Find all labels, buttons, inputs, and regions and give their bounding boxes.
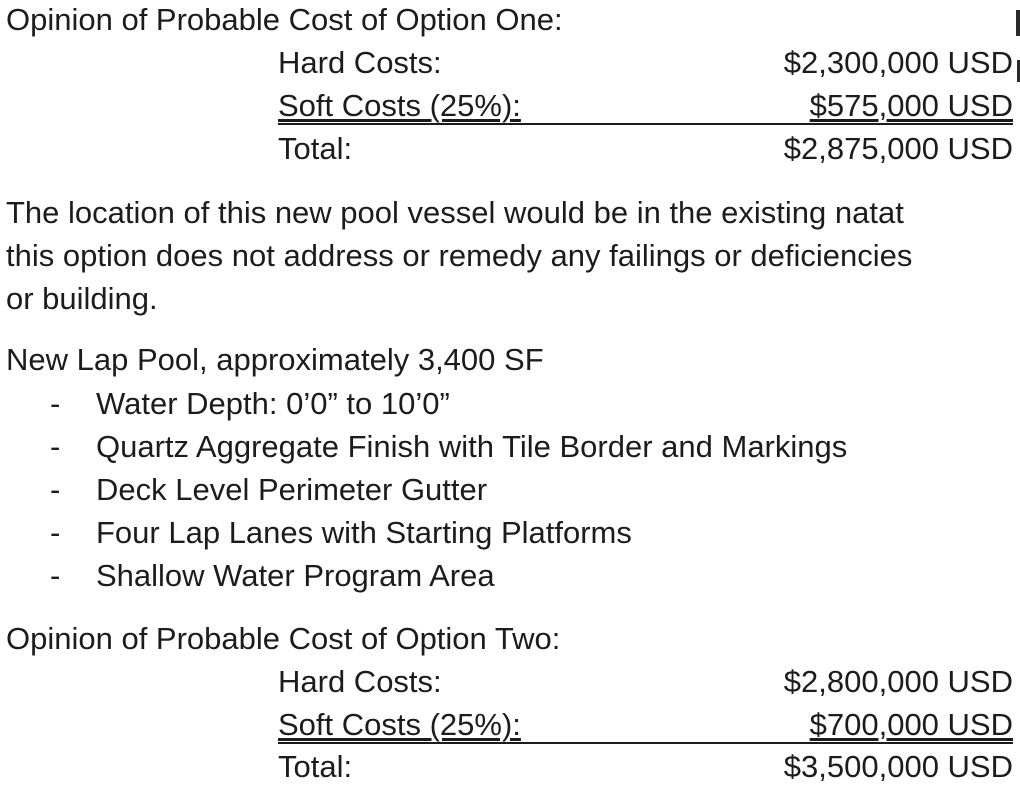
hard-costs-label: Hard Costs: xyxy=(278,45,442,80)
option-one-soft-costs-row xyxy=(278,88,1013,124)
option-one-subtotal-rule xyxy=(278,123,1013,125)
option-one-heading: Opinion of Probable Cost of Option One: xyxy=(6,2,563,37)
bullet-dash: - xyxy=(50,386,61,421)
total-label: Total: xyxy=(278,749,353,784)
option-two-soft-costs-row xyxy=(278,707,1013,743)
list-item-text: Shallow Water Program Area xyxy=(96,558,495,593)
option-two-subtotal-rule xyxy=(278,742,1013,744)
bullet-dash: - xyxy=(50,558,61,593)
hard-costs-amount: $2,300,000 USD xyxy=(783,45,1013,80)
pool-heading: New Lap Pool, approximately 3,400 SF xyxy=(6,342,544,377)
option-two-total-row xyxy=(278,749,1013,785)
soft-costs-label: Soft Costs (25%): xyxy=(278,88,521,123)
list-item-text: Four Lap Lanes with Starting Platforms xyxy=(96,515,632,550)
cropped-edge-fragment xyxy=(1016,10,1020,36)
soft-costs-amount: $700,000 USD xyxy=(809,707,1013,742)
total-amount: $2,875,000 USD xyxy=(783,131,1013,166)
total-label: Total: xyxy=(278,131,353,166)
total-amount: $3,500,000 USD xyxy=(783,749,1013,784)
paragraph-line: The location of this new pool vessel would be in the existing natat xyxy=(6,195,904,230)
paragraph-line: or building. xyxy=(6,281,158,316)
option-two-hard-costs-row xyxy=(278,664,1013,700)
bullet-dash: - xyxy=(50,429,61,464)
option-two-heading: Opinion of Probable Cost of Option Two: xyxy=(6,621,561,656)
soft-costs-amount: $575,000 USD xyxy=(809,88,1013,123)
list-item-text: Quartz Aggregate Finish with Tile Border and Markings xyxy=(96,429,848,464)
hard-costs-amount: $2,800,000 USD xyxy=(783,664,1013,699)
hard-costs-label: Hard Costs: xyxy=(278,664,442,699)
bullet-dash: - xyxy=(50,515,61,550)
option-one-total-row xyxy=(278,131,1013,167)
paragraph-line: this option does not address or remedy any failings or deficiencies xyxy=(6,238,913,273)
list-item-text: Deck Level Perimeter Gutter xyxy=(96,472,488,507)
option-one-hard-costs-row xyxy=(278,45,1013,81)
list-item-text: Water Depth: 0’0” to 10’0” xyxy=(96,386,450,421)
bullet-dash: - xyxy=(50,472,61,507)
soft-costs-label: Soft Costs (25%): xyxy=(278,707,521,742)
